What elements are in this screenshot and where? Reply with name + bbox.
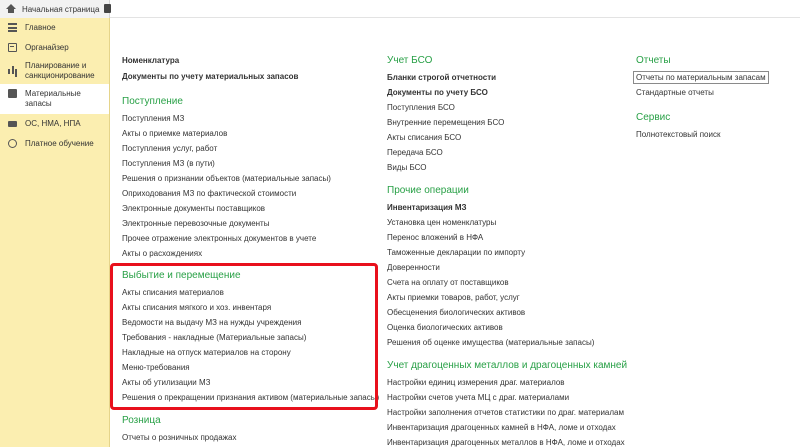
sidebar-item-planning[interactable] (0, 58, 109, 84)
link-item[interactable]: Виды БСО (387, 163, 427, 172)
link-item[interactable]: Решения об оценке имущества (материальные запасы) (387, 338, 595, 347)
link-item[interactable]: Таможенные декларации по импорту (387, 248, 526, 257)
link-item[interactable]: Акты об утилизации МЗ (122, 378, 211, 387)
link-item[interactable]: Настройки заполнения отчетов статистики по драг. материалам (387, 408, 624, 417)
link-item[interactable]: Акты о расхождениях (122, 249, 203, 258)
link-item[interactable]: Оценка биологических активов (387, 323, 503, 332)
link-item[interactable]: Акты о приемке материалов (122, 129, 228, 138)
section-title-bso: Учет БСО (387, 55, 433, 66)
section-title-reports: Отчеты (636, 55, 671, 66)
tab-home[interactable] (0, 0, 110, 18)
link-item[interactable]: Накладные на отпуск материалов на сторону (122, 348, 291, 357)
truck-icon (8, 121, 17, 127)
link-item[interactable]: Ведомости на выдачу МЗ на нужды учреждения (122, 318, 302, 327)
section-title-retail: Розница (122, 415, 161, 426)
link-item[interactable]: Поступления БСО (387, 103, 455, 112)
sidebar-item-label: ОС, НМА, НПА (25, 119, 81, 128)
link-nomenclature[interactable]: Номенклатура (122, 56, 180, 65)
sidebar-item-label: Планирование и санкционирование (25, 61, 95, 80)
home-icon (6, 4, 16, 14)
link-item[interactable]: Меню-требования (122, 363, 190, 372)
boxes-icon (8, 89, 17, 98)
link-materials-reports[interactable]: Отчеты по материальным запасам (633, 71, 769, 84)
link-item[interactable]: Оприходования МЗ по фактической стоимости (122, 189, 297, 198)
link-item[interactable]: Отчеты о розничных продажах (122, 433, 237, 442)
section-title-other-operations: Прочие операции (387, 185, 469, 196)
tab-home-label: Начальная страница (22, 4, 100, 14)
section-title-receipt: Поступление (122, 96, 183, 107)
top-tab-bar (0, 0, 800, 18)
section-title-precious-metals: Учет драгоценных металлов и драгоценных камней (387, 360, 628, 371)
sidebar-item-label: Органайзер (25, 43, 69, 52)
link-fulltext-search[interactable]: Полнотекстовый поиск (636, 130, 721, 139)
organizer-icon (8, 43, 17, 52)
link-item[interactable]: Инвентаризация драгоценных камней в НФА, ломе и отходах (387, 423, 616, 432)
link-item[interactable]: Обесценения биологических активов (387, 308, 526, 317)
sidebar-item-label: Платное обучение (25, 139, 94, 148)
sidebar-item-materials[interactable] (0, 84, 109, 114)
link-item[interactable]: Решения о признании объектов (материальные запасы) (122, 174, 331, 183)
link-item[interactable]: Требования - накладные (Материальные запасы) (122, 333, 307, 342)
link-item[interactable]: Акты списания мягкого и хоз. инвентаря (122, 303, 272, 312)
link-item[interactable]: Электронные документы поставщиков (122, 204, 266, 213)
sidebar-item-organizer[interactable] (0, 38, 109, 58)
link-item[interactable]: Настройки единиц измерения драг. материалов (387, 378, 565, 387)
link-item[interactable]: Акты списания БСО (387, 133, 462, 142)
link-item[interactable]: Прочее отражение электронных документов в учете (122, 234, 317, 243)
section-title-service: Сервис (636, 112, 671, 123)
menu-icon (8, 23, 17, 32)
link-item[interactable]: Счета на оплату от поставщиков (387, 278, 509, 287)
link-bso-forms[interactable]: Бланки строгой отчетности (387, 73, 497, 82)
chart-icon (8, 65, 17, 74)
link-item[interactable]: Установка цен номенклатуры (387, 218, 497, 227)
link-item[interactable]: Инвентаризация драгоценных металлов в НФА, ломе и отходах (387, 438, 625, 447)
sidebar (0, 18, 110, 447)
sidebar-item-paid-education[interactable] (0, 134, 109, 154)
link-item[interactable]: Передача БСО (387, 148, 443, 157)
section-title-disposal: Выбытие и перемещение (122, 270, 241, 281)
window-tab-icon[interactable] (104, 4, 111, 13)
link-item[interactable]: Акты приемки товаров, работ, услуг (387, 293, 520, 302)
sidebar-item-label: Материальные запасы (25, 89, 81, 108)
sidebar-item-label: Главное (25, 23, 56, 32)
link-item[interactable]: Перенос вложений в НФА (387, 233, 484, 242)
link-item[interactable]: Внутренние перемещения БСО (387, 118, 505, 127)
link-item[interactable]: Поступления МЗ (в пути) (122, 159, 215, 168)
link-item[interactable]: Электронные перевозочные документы (122, 219, 270, 228)
link-item[interactable]: Поступления МЗ (122, 114, 185, 123)
main-panel (110, 18, 800, 447)
link-materials-documents[interactable]: Документы по учету материальных запасов (122, 72, 299, 81)
link-bso-documents[interactable]: Документы по учету БСО (387, 88, 488, 97)
link-item[interactable]: Доверенности (387, 263, 440, 272)
link-standard-reports[interactable]: Стандартные отчеты (636, 88, 714, 97)
coins-icon (8, 139, 17, 148)
link-item[interactable]: Настройки счетов учета МЦ с драг. материалами (387, 393, 570, 402)
sidebar-item-fixed-assets[interactable] (0, 114, 109, 134)
link-item[interactable]: Поступления услуг, работ (122, 144, 218, 153)
sidebar-item-main[interactable] (0, 18, 109, 38)
link-item[interactable]: Решения о прекращении признания активом (материальные запасы) (122, 393, 380, 402)
link-item[interactable]: Акты списания материалов (122, 288, 224, 297)
link-inventory-mz[interactable]: Инвентаризация МЗ (387, 203, 467, 212)
